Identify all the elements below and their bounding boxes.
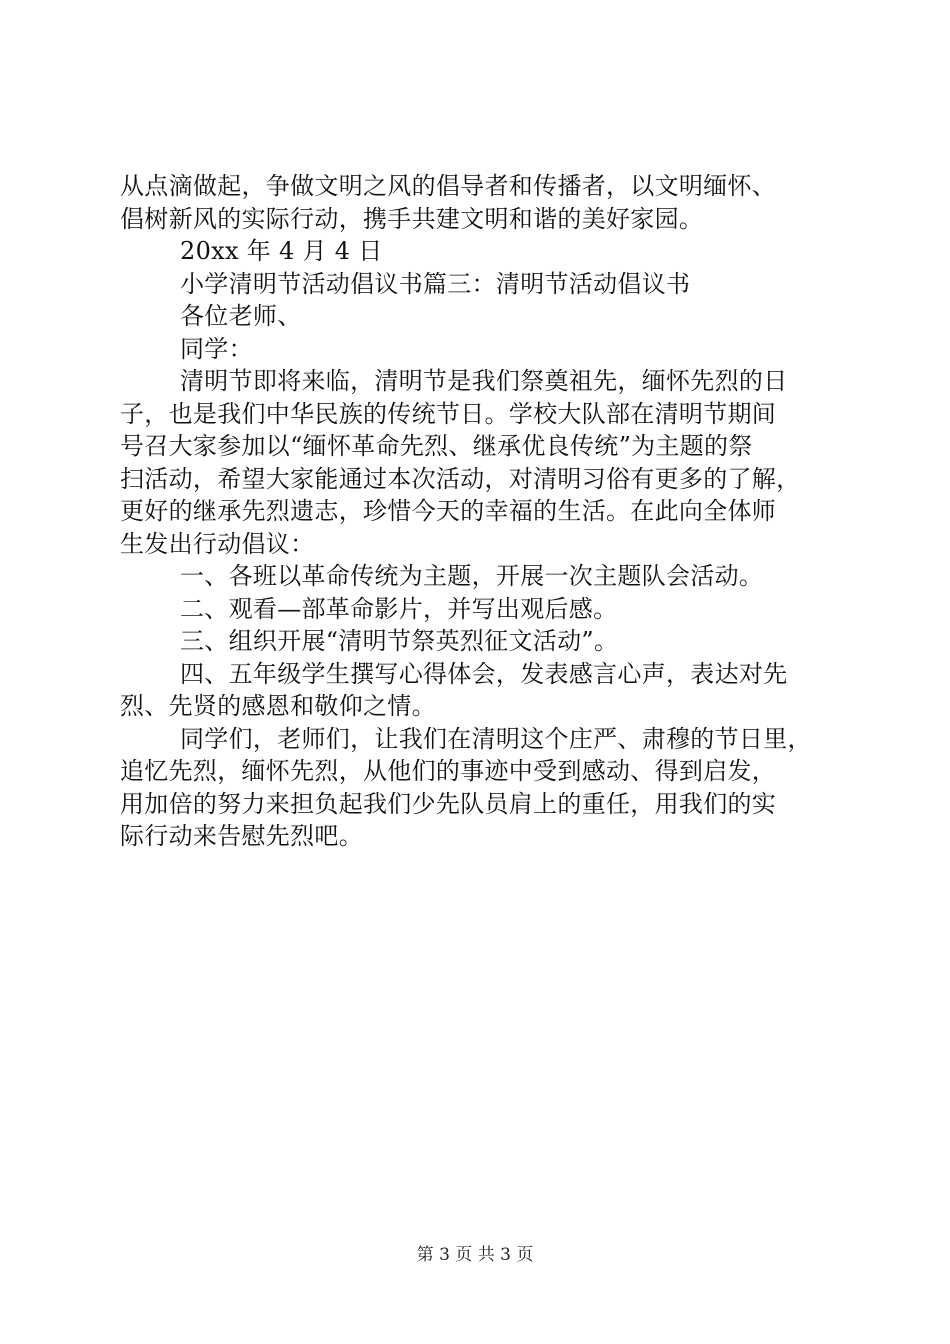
text-line: 际行动来告慰先烈吧。	[120, 822, 363, 850]
document-body	[120, 170, 840, 853]
text-line: 清明节即将来临，清明节是我们祭奠祖先，缅怀先烈的日	[180, 367, 788, 395]
page-number-footer: 第 3 页 共 3 页	[416, 1245, 534, 1265]
list-item: 一、各班以革命传统为主题，开展一次主题队会活动。	[180, 562, 764, 590]
text-line: 生发出行动倡议：	[120, 529, 315, 558]
text-line: 同学们，老师们，让我们在清明这个庄严、肃穆的节日里，	[180, 724, 812, 753]
section-title: 小学清明节活动倡议书篇三：清明节活动倡议书	[180, 269, 691, 298]
text-line: 追忆先烈，缅怀先烈，从他们的事迹中受到感动、得到启发，	[120, 757, 777, 785]
text-line: 用加倍的努力来担负起我们少先队员肩上的重任，用我们的实	[120, 789, 777, 818]
salutation: 同学：	[180, 334, 253, 363]
date-line: 20xx 年 4 月 4 日	[180, 237, 383, 265]
text-line: 子，也是我们中华民族的传统节日。学校大队部在清明节期间	[120, 399, 777, 428]
text-line: 倡树新风的实际行动，携手共建文明和谐的美好家园。	[120, 204, 704, 233]
list-item: 四、五年级学生撰写心得体会，发表感言心声，表达对先	[180, 659, 788, 688]
text-line: 从点滴做起，争做文明之风的倡导者和传播者，以文明缅怀、	[120, 172, 777, 200]
text-line: 扫活动，希望大家能通过本次活动，对清明习俗有更多的了解，	[120, 464, 801, 493]
list-item: 三、组织开展“清明节祭英烈征文活动”。	[180, 627, 619, 655]
text-line: 号召大家参加以“缅怀革命先烈、继承优良传统”为主题的祭	[120, 432, 753, 460]
text-line: 烈、先贤的感恩和敬仰之情。	[120, 692, 436, 720]
list-item: 二、观看—部革命影片，并写出观后感。	[180, 594, 618, 623]
salutation: 各位老师、	[180, 302, 302, 330]
text-line: 更好的继承先烈遗志，珍惜今天的幸福的生活。在此向全体师	[120, 497, 777, 525]
